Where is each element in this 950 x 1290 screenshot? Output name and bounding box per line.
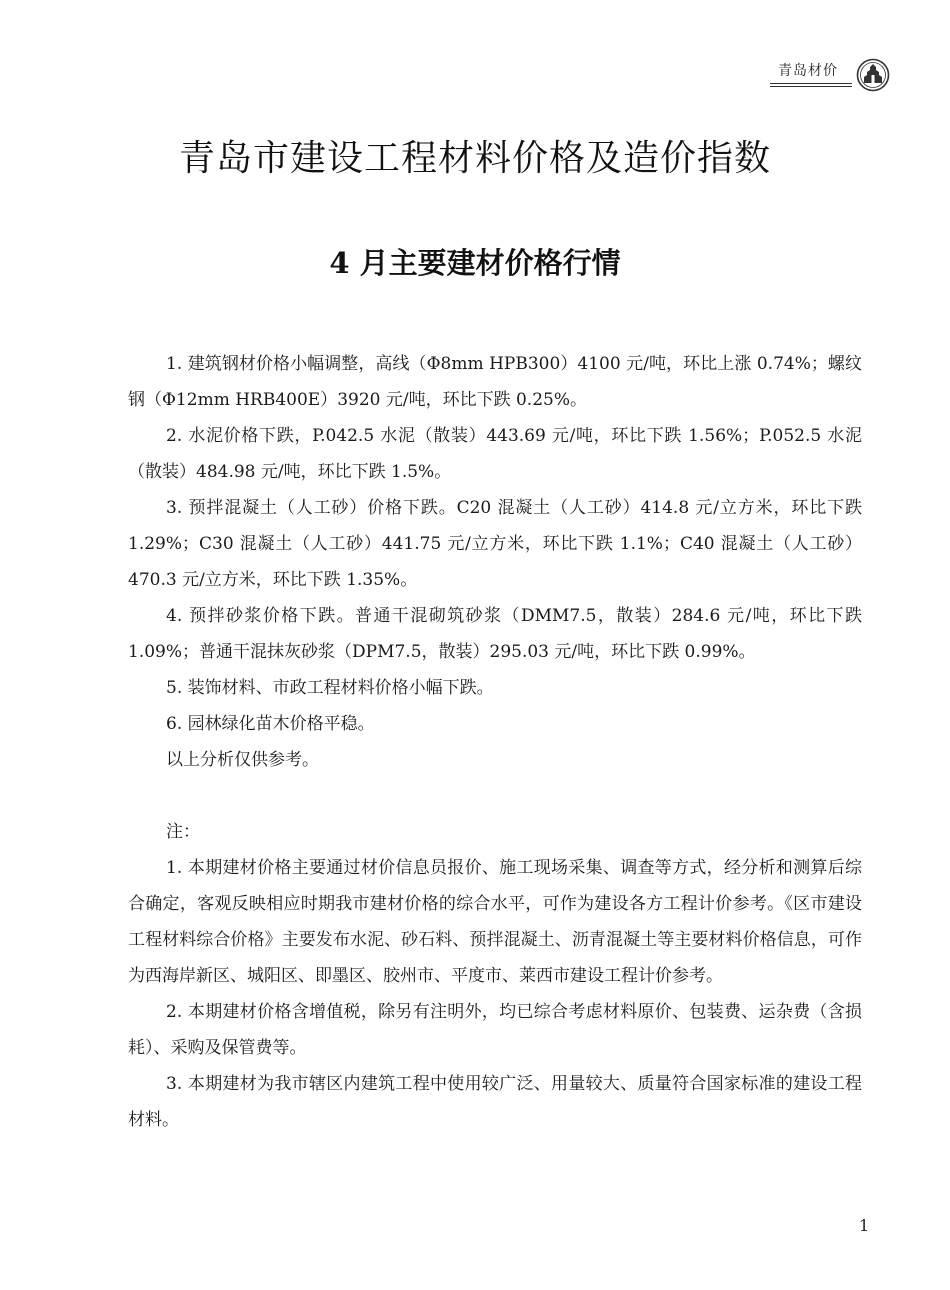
summary-paragraph: 2. 水泥价格下跌，P.042.5 水泥（散装）443.69 元/吨，环比下跌 1.56%；P.052.5 水泥（散装）484.98 元/吨，环比下跌 1.5%。: [128, 426, 862, 482]
summary-paragraph: 5. 装饰材料、市政工程材料价格小幅下跌。: [166, 678, 494, 698]
notes-label: 注：: [166, 822, 200, 842]
page-title: 青岛市建设工程材料价格及造价指数: [178, 138, 771, 179]
header-label: 青岛材价: [778, 63, 838, 79]
page-number: 1: [859, 1216, 870, 1235]
article-body: [128, 346, 862, 1138]
header-rule-bottom: [770, 86, 852, 87]
section-title: 4 月主要建材价格行情: [329, 246, 621, 280]
note-paragraph: 2. 本期建材价格含增值税，除另有注明外，均已综合考虑材料原价、包装费、运杂费（含损耗）、采购及保管费等。: [128, 1002, 862, 1058]
summary-paragraph: 1. 建筑钢材价格小幅调整，高线（Φ8mm HPB300）4100 元/吨，环比上涨 0.74%；螺纹钢（Φ12mm HRB400E）3920 元/吨，环比下跌 0.25%。: [128, 354, 862, 410]
summary-paragraph: 3. 预拌混凝土（人工砂）价格下跌。C20 混凝土（人工砂）414.8 元/立方米，环比下跌 1.29%；C30 混凝土（人工砂）441.75 元/立方米，环比下跌 1.1%；C40 混凝土（人工砂）470.3 元/立方米，环比下跌 1.35%。: [128, 498, 862, 590]
building-emblem-icon: [856, 58, 890, 92]
summary-paragraph: 以上分析仅供参考。: [166, 750, 319, 770]
summary-paragraph: 4. 预拌砂浆价格下跌。普通干混砌筑砂浆（DMM7.5，散装）284.6 元/吨，环比下跌 1.09%；普通干混抹灰砂浆（DPM7.5，散装）295.03 元/吨，环比下跌 0.99%。: [128, 606, 862, 662]
note-paragraph: 3. 本期建材为我市辖区内建筑工程中使用较广泛、用量较大、质量符合国家标准的建设工程材料。: [128, 1074, 862, 1130]
header-rule-top: [770, 83, 852, 84]
summary-paragraph: 6. 园林绿化苗木价格平稳。: [166, 714, 375, 734]
note-paragraph: 1. 本期建材价格主要通过材价信息员报价、施工现场采集、调查等方式，经分析和测算后综合确定，客观反映相应时期我市建材价格的综合水平，可作为建设各方工程计价参考。《区市建设工程材料综合价格》主要发布水泥、砂石料、预拌混凝土、沥青混凝土等主要材料价格信息，可作为西海岸新区、城阳区、即墨区、胶州市、平度市、莱西市建设工程计价参考。: [128, 858, 862, 986]
